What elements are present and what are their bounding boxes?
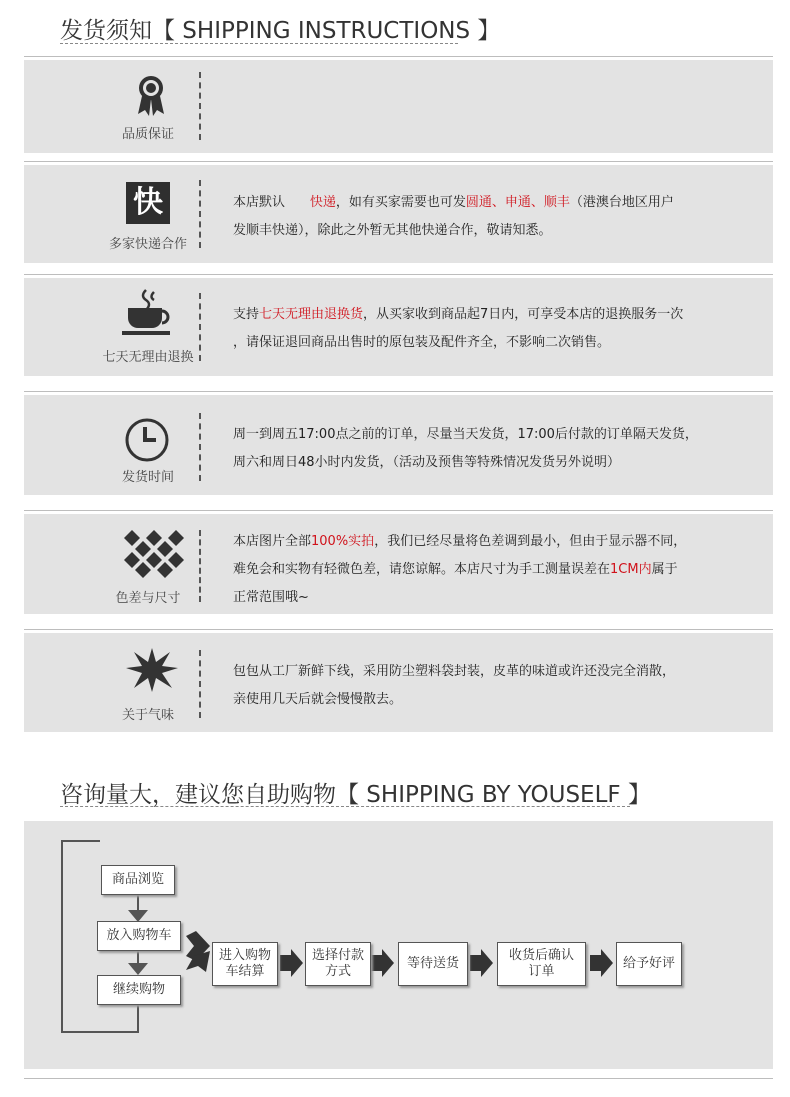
row-label: 品质保证 bbox=[121, 127, 174, 142]
row-divider-line bbox=[199, 413, 201, 481]
flow-step-checkout: 进入购物 车结算 bbox=[212, 942, 278, 986]
row-description: 本店默认 快递，如有买家需要也可发圆通、申通、顺丰（港澳台地区用户 发顺丰快递），除此之外暂无其他快递合作，敬请知悉。 bbox=[233, 195, 674, 238]
row-label: 七天无理由退换 bbox=[102, 350, 194, 365]
flow-step-review: 给予好评 bbox=[616, 942, 682, 986]
diamond-grid-icon bbox=[124, 530, 184, 578]
flow-step-wait-delivery: 等待送货 bbox=[398, 942, 468, 986]
row-description: 本店图片全部100%实拍，我们已经尽量将色差调到最小，但由于显示器不同， 难免会和实物有轻微色差，请您谅解。本店尺寸为手工测量误差在1CM内属于 正常范围哦~ bbox=[233, 534, 687, 605]
section-title-self-service: 咨询量大，建议您自助购物【 SHIPPING BY YOUSELF 】 bbox=[60, 782, 651, 808]
divider bbox=[24, 161, 773, 162]
row-label: 色差与尺寸 bbox=[115, 591, 181, 606]
row-description: 支持七天无理由退换货，从买家收到商品起7日内，可享受本店的退换服务一次 ，请保证退回商品出售时的原包装及配件齐全，不影响二次销售。 bbox=[233, 307, 684, 350]
flow-step-payment: 选择付款 方式 bbox=[305, 942, 371, 986]
divider bbox=[24, 629, 773, 630]
row-divider-line bbox=[199, 293, 201, 361]
row-divider-line bbox=[199, 530, 201, 602]
flow-step-continue: 继续购物 bbox=[97, 975, 181, 1005]
row-divider-line bbox=[199, 72, 201, 140]
title-underline bbox=[60, 43, 458, 44]
flow-step-confirm: 收货后确认 订单 bbox=[497, 942, 586, 986]
divider bbox=[24, 510, 773, 511]
burst-icon bbox=[126, 646, 178, 692]
row-divider-line bbox=[199, 180, 201, 248]
title-underline bbox=[60, 806, 630, 807]
flow-step-add-cart: 放入购物车 bbox=[97, 921, 181, 951]
section-title-shipping-instructions: 发货须知【 SHIPPING INSTRUCTIONS 】 bbox=[60, 18, 501, 44]
divider bbox=[24, 56, 773, 57]
divider bbox=[24, 1078, 773, 1079]
row-divider-line bbox=[199, 650, 201, 718]
kuai-character-icon: 快 bbox=[126, 182, 170, 224]
coffee-cup-icon bbox=[118, 286, 178, 338]
divider bbox=[24, 391, 773, 392]
divider bbox=[24, 274, 773, 275]
row-label: 多家快递合作 bbox=[108, 237, 187, 252]
row-description: 周一到周五17:00点之前的订单，尽量当天发货，17:00后付款的订单隔天发货， 周六和周日48小时内发货，（活动及预售等特殊情况发货另外说明） bbox=[233, 427, 698, 470]
row-description: 包包从工厂新鲜下线，采用防尘塑料袋封装，皮革的味道或许还没完全消散， 亲使用几天后就会慢慢散去。 bbox=[233, 664, 676, 707]
row-label: 关于气味 bbox=[121, 708, 174, 723]
clock-icon bbox=[124, 417, 170, 463]
flow-step-browse: 商品浏览 bbox=[101, 865, 175, 895]
ribbon-badge-icon bbox=[98, 72, 204, 116]
row-label: 发货时间 bbox=[121, 470, 174, 485]
